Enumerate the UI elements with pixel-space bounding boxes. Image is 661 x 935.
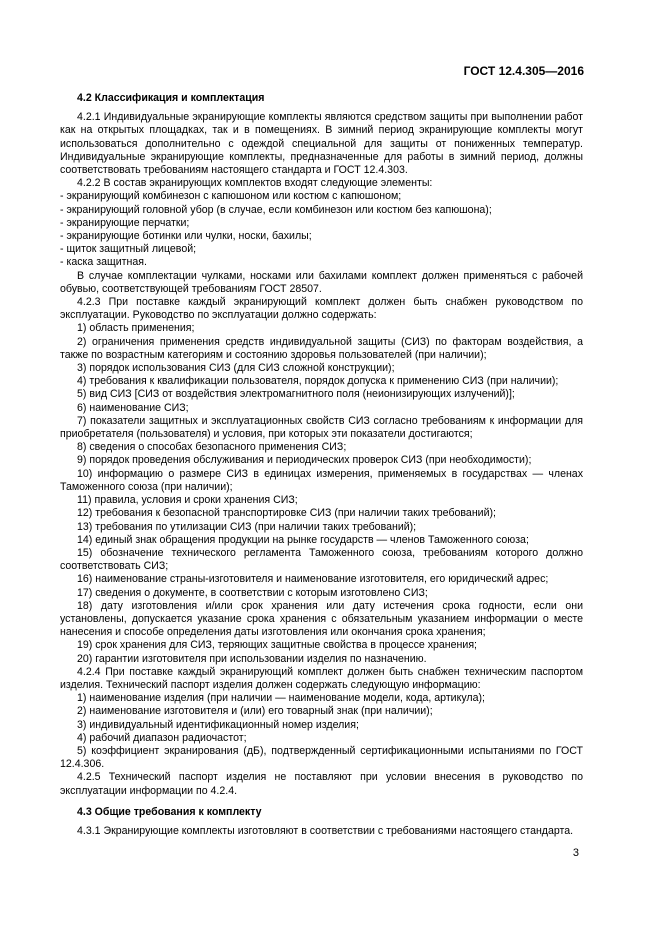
document-code: ГОСТ 12.4.305—2016: [463, 64, 584, 78]
paragraph: 3) порядок использования СИЗ (для СИЗ сложной конструкции);: [77, 362, 395, 375]
paragraph: 2) наименование изготовителя и (или) его товарный знак (при наличии);: [77, 705, 433, 718]
document-body: [60, 92, 583, 838]
paragraph: 1) область применения;: [77, 322, 195, 335]
paragraph: 4.2.2 В состав экранирующих комплектов входят следующие элементы:: [77, 177, 433, 190]
list-item: - щиток защитный лицевой;: [60, 243, 197, 256]
section-heading: 4.3 Общие требования к комплекту: [77, 805, 262, 818]
paragraph: 5) вид СИЗ [СИЗ от воздействия электромагнитного поля (неионизирующих излучений)];: [77, 388, 515, 401]
paragraph: 3) индивидуальный идентификационный номер изделия;: [77, 718, 359, 731]
paragraph: 9) порядок проведения обслуживания и периодических проверок СИЗ (при необходимости);: [77, 454, 532, 467]
paragraph: 6) наименование СИЗ;: [77, 401, 189, 414]
paragraph: 4) рабочий диапазон радиочастот;: [77, 731, 247, 744]
list-item: - экранирующие ботинки или чулки, носки, бахилы;: [60, 230, 312, 243]
paragraph: В случае комплектации чулками, носками или бахилами комплект должен применяться с рабочей обувью, соответствующей требованиям ГОСТ 28507.: [60, 269, 583, 295]
paragraph: 7) показатели защитных и эксплуатационных свойств СИЗ согласно требованиям к информации для приобретателя (пользователя) и условия, при которых эти показатели достигаются;: [60, 414, 583, 441]
paragraph: 4.2.5 Технический паспорт изделия не поставляют при условии внесения в руководство по эксплуатации информации по 4.2.4.: [60, 771, 583, 797]
paragraph: 8) сведения о способах безопасного применения СИЗ;: [77, 441, 347, 454]
list-item: - экранирующие перчатки;: [60, 216, 190, 229]
paragraph: 20) гарантии изготовителя при использовании изделия по назначению.: [77, 652, 427, 665]
paragraph: 18) дату изготовления и/или срок хранения или дату истечения срока годности, если они установлены, допускается указание срока хранения с обязательным указанием информации о месте нанесения и способе определения даты изготовления или окончания срока хранения;: [60, 599, 583, 639]
paragraph: 4.3.1 Экранирующие комплекты изготовляют в соответствии с требованиями настоящего стандарта.: [77, 824, 574, 837]
paragraph: 13) требования по утилизации СИЗ (при наличии таких требований);: [77, 520, 417, 533]
list-item: - каска защитная.: [60, 256, 147, 269]
paragraph: 17) сведения о документе, в соответствии с которым изготовлено СИЗ;: [77, 586, 428, 599]
list-item: - экранирующий комбинезон с капюшоном или костюм с капюшоном;: [60, 190, 402, 203]
paragraph: 16) наименование страны-изготовителя и наименование изготовителя, его юридический адрес;: [77, 573, 549, 586]
paragraph: 10) информацию о размере СИЗ в единицах измерения, применяемых в государствах — членах Таможенного союза (при наличии);: [60, 467, 583, 493]
section-heading: 4.2 Классификация и комплектация: [77, 92, 265, 104]
paragraph: 19) срок хранения для СИЗ, теряющих защитные свойства в процессе хранения;: [77, 639, 478, 652]
paragraph: 4.2.3 При поставке каждый экранирующий комплект должен быть снабжен руководством по эксплуатации. Руководство по эксплуатации должно содержать:: [60, 296, 583, 322]
paragraph: 11) правила, условия и сроки хранения СИЗ;: [77, 494, 298, 507]
paragraph: 1) наименование изделия (при наличии — наименование модели, кода, артикула);: [77, 692, 485, 705]
paragraph: 5) коэффициент экранирования (дБ), подтвержденный сертификационными испытаниями по ГОСТ 12.4.306.: [60, 744, 583, 771]
paragraph: 2) ограничения применения средств индивидуальной защиты (СИЗ) по факторам воздействия, а также по возрастным категориям и состоянию здоровья пользователей (при наличии);: [60, 335, 583, 361]
paragraph: 4) требования к квалификации пользователя, порядок допуска к применению СИЗ (при наличии);: [77, 375, 559, 388]
list-item: - экранирующий головной убор (в случае, если комбинезон или костюм без капюшона);: [60, 203, 492, 216]
paragraph: 14) единый знак обращения продукции на рынке государств — членов Таможенного союза;: [77, 533, 529, 546]
page-number: 3: [572, 847, 579, 859]
paragraph: 12) требования к безопасной транспортировке СИЗ (при наличии таких требований);: [77, 507, 496, 520]
paragraph: 15) обозначение технического регламента Таможенного союза, требованиям которого должно соответствовать СИЗ;: [60, 546, 583, 573]
paragraph: 4.2.4 При поставке каждый экранирующий комплект должен быть снабжен техническим паспортом изделия. Технический паспорт изделия должен содержать следующую информацию:: [60, 665, 583, 691]
paragraph: 4.2.1 Индивидуальные экранирующие комплекты являются средством защиты при выполнении работ как на открытых площадках, так и в помещениях. В зимний период экранирующие комплекты могут использоваться дополнительно с одеждой специальной для защиты от пониженных температур. Индивидуальные экранирующие комплекты, предназначенные для работы в зимний период, должны соответствовать требованиям настоящего стандарта и ГОСТ 12.4.303.: [60, 111, 583, 177]
